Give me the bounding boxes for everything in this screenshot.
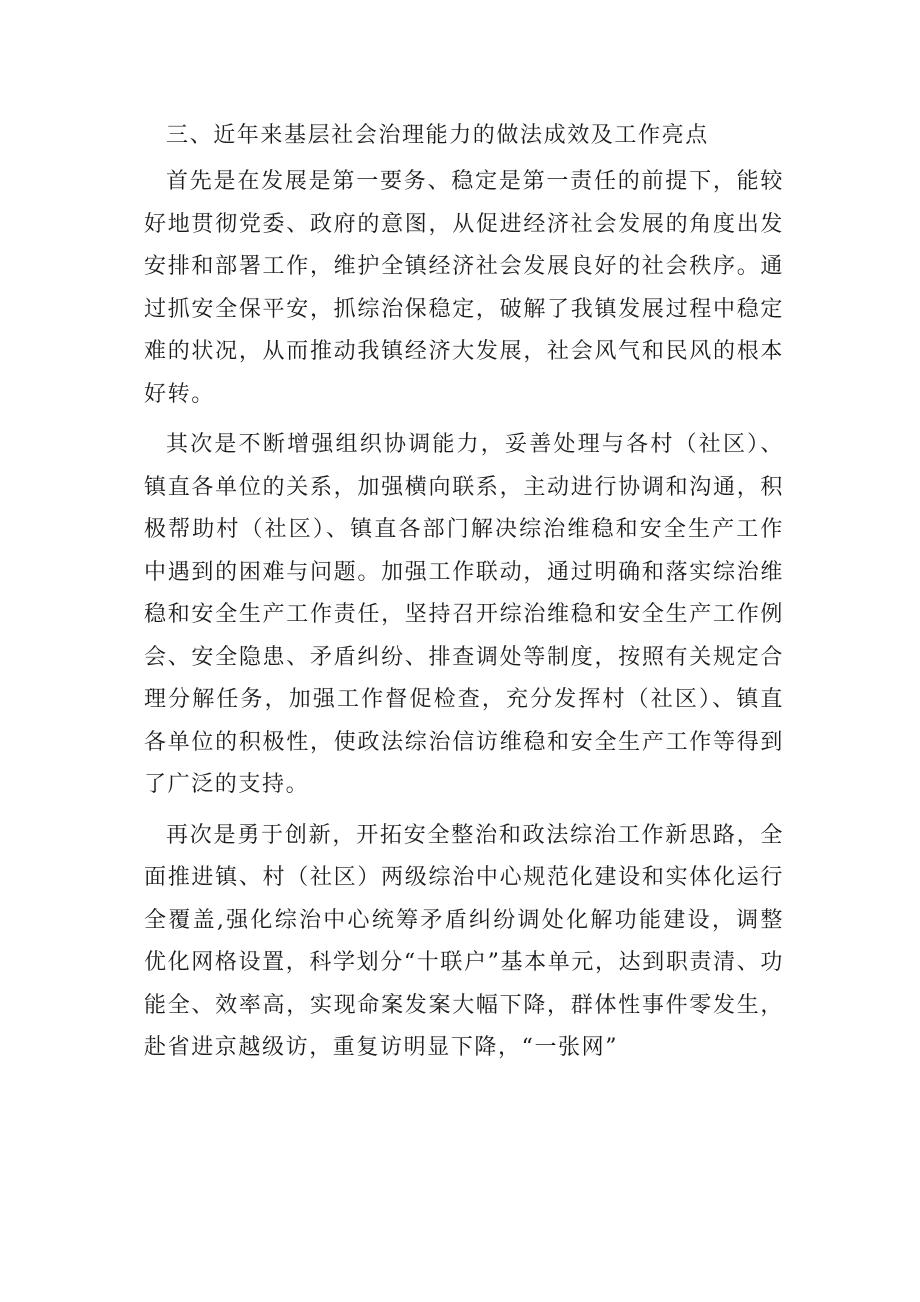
section-heading: 三、近年来基层社会治理能力的做法成效及工作亮点 xyxy=(166,123,709,148)
paragraph-first: 首先是在发展是第一要务、稳定是第一责任的前提下，能较好地贯彻党委、政府的意图，从促进经济社会发展的角度出发安排和部署工作，维护全镇经济社会发展良好的社会秩序。通过抓安全保平安，抓综治保稳定，破解了我镇发展过程中稳定难的状况，从而推动我镇经济大发展，社会风气和民风的根本好转。 xyxy=(144,169,784,407)
paragraph-third: 再次是勇于创新，开拓安全整治和政法综治工作新思路，全面推进镇、村（社区）两级综治中心规范化建设和实体化运行全覆盖,强化综治中心统筹矛盾纠纷调处化解功能建设，调整优化网格设置，科学划分“十联户”基本单元，达到职责清、功能全、效率高，实现命案发案大幅下降，群体性事件零发生，赴省进京越级访，重复访明显下降，“一张网” xyxy=(144,822,784,1060)
document-body xyxy=(144,114,784,1078)
paragraph-second: 其次是不断增强组织协调能力，妥善处理与各村（社区）、镇直各单位的关系，加强横向联系，主动进行协调和沟通，积极帮助村（社区）、镇直各部门解决综治维稳和安全生产工作中遇到的困难与问题。加强工作联动，通过明确和落实综治维稳和安全生产工作责任，坚持召开综治维稳和安全生产工作例会、安全隐患、矛盾纠纷、排查调处等制度，按照有关规定合理分解任务，加强工作督促检查，充分发挥村（社区）、镇直各单位的积极性，使政法综治信访维稳和安全生产工作等得到了广泛的支持。 xyxy=(144,432,784,797)
